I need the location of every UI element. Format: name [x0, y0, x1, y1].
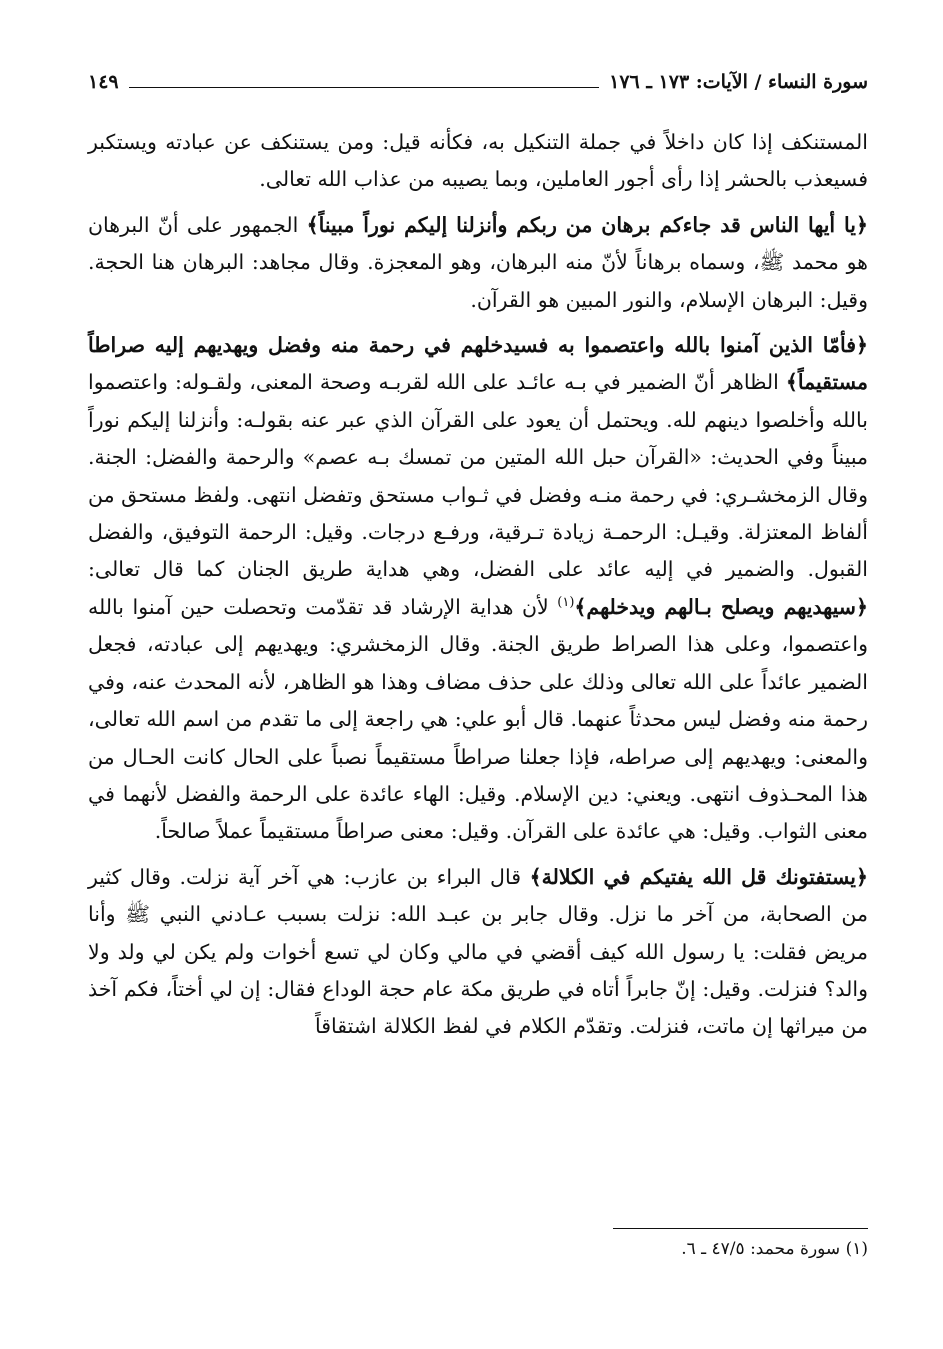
footnote-rule [613, 1228, 868, 1229]
chapter-title: سورة النساء / الآيات: ١٧٣ ـ ١٧٦ [609, 71, 868, 93]
page [88, 64, 868, 1054]
quran-verse: ﴿سيهديهم ويصلح بـالهم ويدخلهم﴾ [574, 594, 868, 619]
page-number: ١٤٩ [88, 71, 119, 93]
paragraph [88, 124, 868, 199]
quran-verse: ﴿يا أيها الناس قد جاءكم برهان من ربكم وأنزلنا إليكم نوراً مبيناً﴾ [306, 212, 868, 237]
commentary-text: الظاهر أنّ الضمير في بـه عائـد على الله لقربـه وصحة المعنى، ولقـوله: واعتصموا بالله وأخلصوا دينهم لله. ويحتمل أن يعود على القرآن الذي عبر عنه بقولـه: وأنزلنا إليكم نوراً مبيناً وفي الحديث: «القرآن حبل الله المتين من تمسك بـه عصم» والرحمة والفضل: الجنة. وقال الزمخشـري: في رحمة منـه وفضل في ثـواب مستحق وتفضل انتهى. ولفظ مستحق من ألفاظ المعتزلة. وقيـل: الرحمـة زيادة تـرقية، ورفـع درجات. وقيل: الرحمة التوفيق، والفضل القبول. والضمير في إليه عائد على الفضل، وهي هداية طريق الجنان كما قال تعالى: [88, 370, 868, 582]
body-text [88, 124, 868, 1046]
paragraph [88, 207, 868, 319]
commentary-text: قال البراء بن عازب: هي آخر آية نزلت. وقال كثير من الصحابة، من آخر ما نزل. وقال جابر بن عبـد الله: نزلت بسبب عـادني النبي ﷺ وأنا مريض فقلت: يا رسول الله كيف أقضي في مالي وكان لي تسع أخوات ولم يكن لي ولد ولا والد؟ فنزلت. وقيل: إنّ جابراً أتاه في طريق مكة عام حجة الوداع فقال: إن لي أختاً، فكم آخذ من ميراثها إن ماتت، فنزلت. وتقدّم الكلام في لفظ الكلالة اشتقاقاً [88, 864, 868, 1039]
running-header [88, 64, 868, 94]
paragraph [88, 327, 868, 851]
header-rule [129, 87, 599, 88]
commentary-text: المستنكف إذا كان داخلاً في جملة التنكيل به، فكأنه قيل: ومن يستنكف عن عبادته ويستكبر فسيعذب بالحشر إذا رأى أجور العاملين، وبما يصيبه من عذاب الله تعالى. [88, 130, 868, 192]
footnote: (١) سورة محمد: ٤٧/٥ ـ ٦. [681, 1239, 868, 1259]
commentary-text: لأن هداية الإرشاد قد تقدّمت وتحصلت حين آمنوا بالله واعتصموا، وعلى هذا الصراط طريق الجنة. وقال الزمخشري: ويهديهم إلى عبادته، فجعل الضمير عائداً على الله تعالى وذلك على حذف مضاف وهذا هو الظاهر، لأنه المحدث عنه، وفي رحمة منه وفضل ليس محدثاً عنهما. قال أبو علي: هي راجعة إلى ما تقدم من اسم الله تعالى، والمعنى: ويهديهم إلى صراطه، فإذا جعلنا صراطاً مستقيماً نصباً على الحال كانت الحـال من هذا المحـذوف انتهى. ويعني: دين الإسلام. وقيل: الهاء عائدة على الرحمة والفضل لأنهما في معنى الثواب. وقيل: هي عائدة على القرآن. وقيل: معنى صراطاً مستقيماً عملاً صالحاً. [88, 594, 868, 844]
footnote-marker: (١) [557, 595, 575, 611]
commentary-text: الجمهور على أنّ البرهان هو محمد ﷺ، وسماه برهاناً لأنّ منه البرهان، وهو المعجزة. وقال مجاهد: البرهان هنا الحجة. وقيل: البرهان الإسلام، والنور المبين هو القرآن. [88, 212, 868, 312]
quran-verse: ﴿فأمّا الذين آمنوا بالله واعتصموا به فسيدخلهم في رحمة منه وفضل ويهديهم إليه صراطاً مستقيماً﴾ [88, 333, 868, 395]
paragraph [88, 859, 868, 1046]
quran-verse: ﴿يستفتونك قل الله يفتيكم في الكلالة﴾ [529, 864, 868, 889]
